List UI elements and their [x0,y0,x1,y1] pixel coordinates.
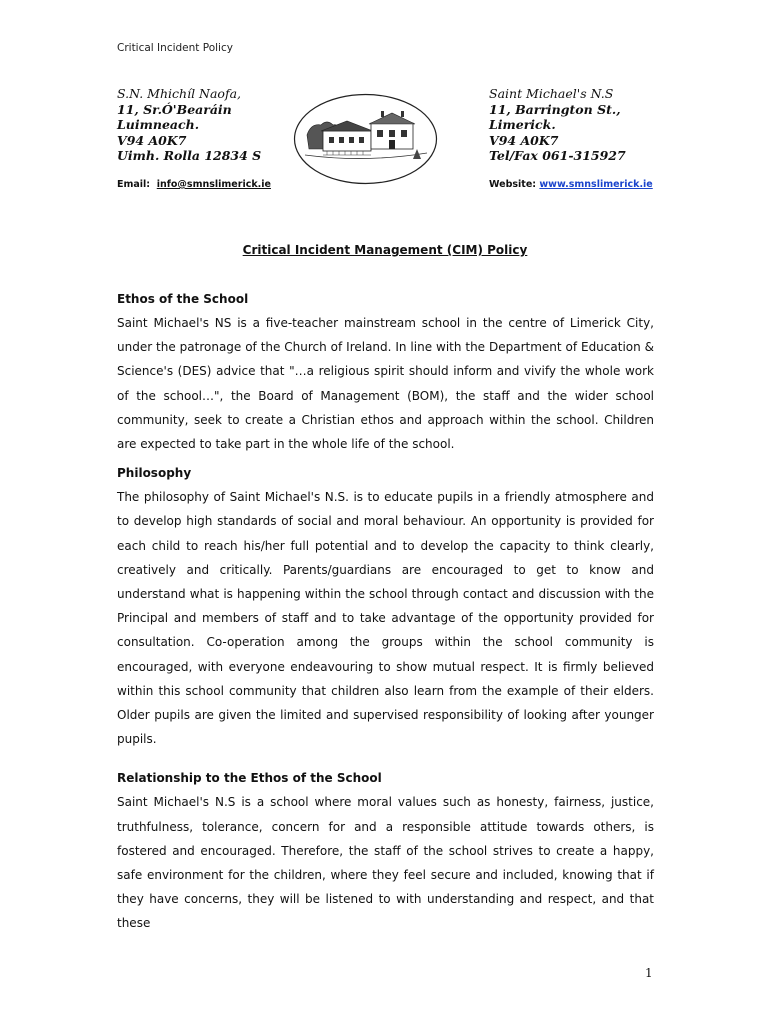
section-paragraph: Saint Michael's N.S is a school where moral values such as honesty, fairness, justice, truthfulness, tolerance, concern for and a responsible attitude towards others, is fostered and encouraged. Therefore, the staff of the school strives to create a happy, safe environment for the children, where they feel secure and included, knowing that if they have concerns, they will be listened to with understanding and respect, and that these [117,795,654,931]
email-link[interactable]: info@smnslimerick.ie [156,179,271,190]
address-line: S.N. Mhichíl Naofa, [117,86,242,101]
address-line: V94 A0K7 [489,132,559,148]
email-contact [117,179,271,190]
email-label: Email: [117,179,151,190]
document-title: Critical Incident Management (CIM) Policy [242,243,528,257]
section-philosophy [117,464,654,751]
address-line: Tel/Fax 061-315927 [489,148,626,164]
address-line: Saint Michael's N.S [489,86,614,101]
address-line: Luimneach. [117,117,200,133]
address-line: 11, Sr.Ó'Bearáin [117,101,232,117]
website-contact [489,179,653,190]
section-heading: Ethos of the School [117,292,249,306]
section-paragraph: The philosophy of Saint Michael's N.S. is to educate pupils in a friendly atmosphere and to develop high standards of social and moral behaviour. An opportunity is provided for each child to reach his/her full potential and to develop the capacity to think clearly, creatively and critically. Parents/guardians are encouraged to get to know and understand what is happening within the school through contact and discussion with the Principal and members of staff and to take advantage of the opportunity provided for consultation. Co-operation among the groups within the school community is encouraged, with everyone endeavouring to show mutual respect. It is firmly believed within this school community that children also learn from the example of their elders. Older pupils are given the limited and supervised responsibility of looking after younger pupils. [117,490,654,747]
english-address-block [489,86,626,164]
address-line: 11, Barrington St., [489,101,621,117]
section-ethos [117,290,654,456]
section-heading: Philosophy [117,466,192,481]
section-relationship [117,769,654,935]
document-body [117,290,654,936]
address-line: V94 A0K7 [117,132,187,148]
website-link[interactable]: www.smnslimerick.ie [539,179,653,190]
running-header: Critical Incident Policy [117,42,233,54]
website-label: Website: [489,179,537,190]
school-logo [293,93,438,185]
address-line: Limerick. [489,117,556,133]
section-heading: Relationship to the Ethos of the School [117,771,382,786]
address-line: Uimh. Rolla 12834 S [117,148,262,164]
page-number: 1 [645,966,653,980]
irish-address-block [117,86,261,164]
section-paragraph: Saint Michael's NS is a five-teacher mainstream school in the centre of Limerick City, under the patronage of the Church of Ireland. In line with the Department of Education & Science's (DES) advice that "…a religious spirit should inform and vivify the whole work of the school…", the Board of Management (BOM), the staff and the wider school community, seek to create a Christian ethos and approach within the school. Children are expected to take part in the whole life of the school. [117,316,654,452]
